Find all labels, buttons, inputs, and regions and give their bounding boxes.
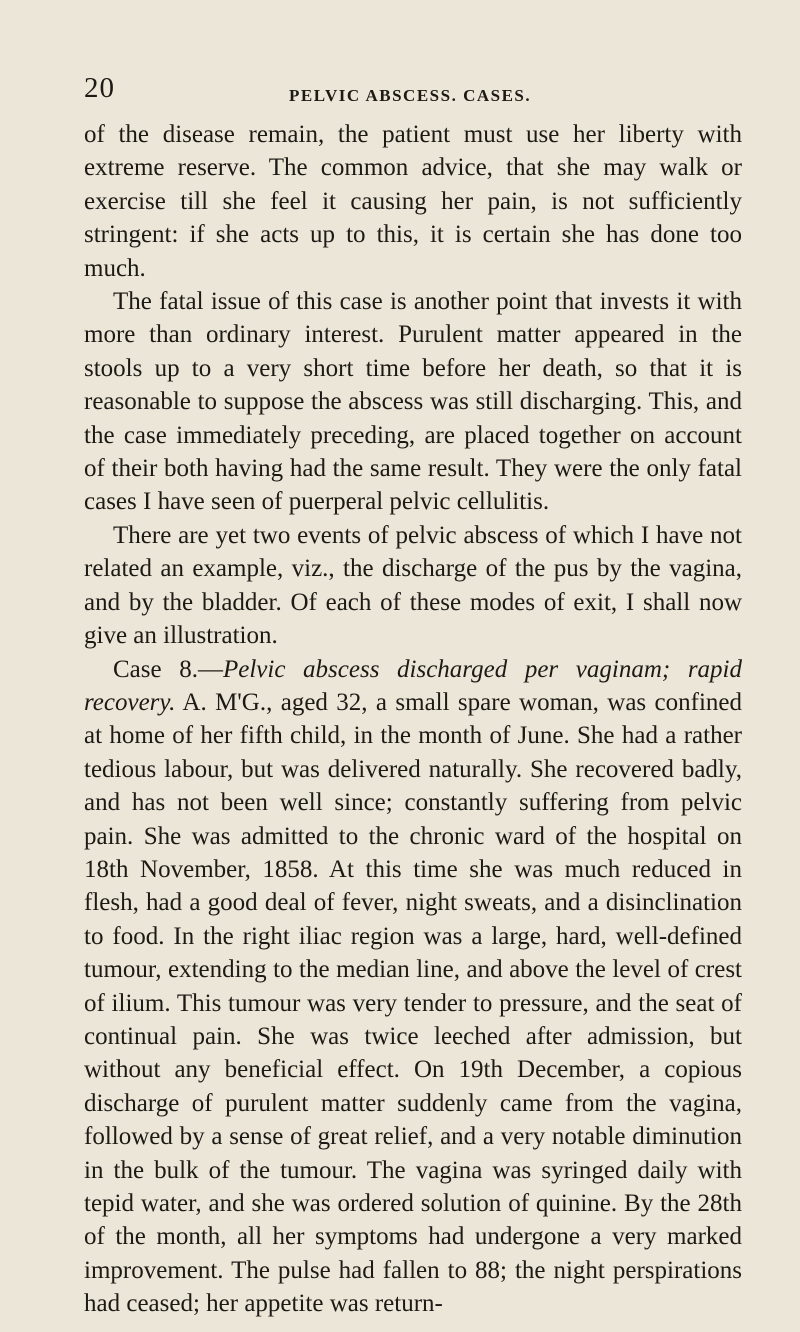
paragraph-case-8 (84, 653, 742, 1321)
running-title: PELVIC ABSCESS. CASES. (289, 86, 532, 105)
case-title: Pelvic abscess discharged per vaginam; rapid recovery. (84, 655, 742, 716)
case-text: A. M'G., aged 32, a small spare woman, was confined at home of her fifth child, in the month of June. She had a rather tedious labour, but was delivered naturally. She recovered badly, and has not been well since; constantly suffering from pelvic pain. She was admitted to the chronic ward of the hospital on 18th November, 1858. At this time she was much reduced in flesh, had a good deal of fever, night sweats, and a disinclination to food. In the right iliac region was a large, hard, well-defined tumour, extending to the median line, and above the level of crest of ilium. This tumour was very tender to pressure, and the seat of continual pain. She was twice leeched after admission, but without any beneficial effect. On 19th December, a copious discharge of purulent matter suddenly came from the vagina, followed by a sense of great relief, and a very notable diminution in the bulk of the tumour. The vagina was syringed daily with tepid water, and she was ordered solution of quinine. By the 28th of the month, all her symptoms had undergone a very marked improvement. The pulse had fallen to 88; the night perspirations had ceased; her appetite was return- (84, 688, 742, 1318)
paragraph-continued: of the disease remain, the patient must use her liberty with extreme reserve. The common advice, that she may walk or exercise till she feel it causing her pain, is not sufficiently stringent: if she acts up to this, it is certain she has done too much. (84, 121, 742, 282)
page-number: 20 (84, 72, 115, 104)
paragraph: The fatal issue of this case is another point that invests it with more than ordinary interest. Purulent matter appeared in the stools up to a very short time before her death, so that it is reasonable to suppose the abscess was still discharging. This, and the case immediately preceding, are placed together on account of their both having had the same result. They were the only fatal cases I have seen of puerperal pelvic cellulitis. (84, 288, 742, 516)
case-label: Case 8.— (113, 655, 223, 683)
body-text (84, 118, 742, 1321)
paragraph: There are yet two events of pelvic abscess of which I have not related an example, viz., the discharge of the pus by the vagina, and by the bladder. Of each of these modes of exit, I shall now give an illustration. (84, 521, 742, 650)
page-header (84, 72, 742, 118)
